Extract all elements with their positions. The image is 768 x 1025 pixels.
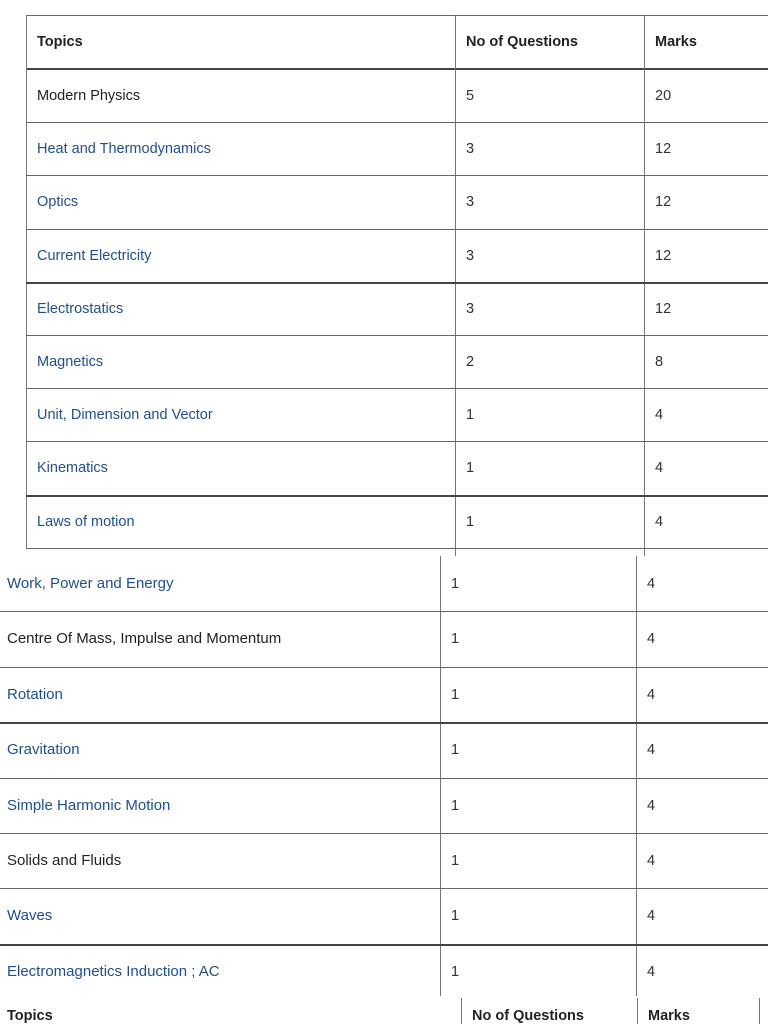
questions-cell: 3 — [466, 141, 475, 158]
top-table-border-top — [26, 15, 768, 16]
questions-cell: 1 — [451, 908, 460, 925]
topic-cell[interactable]: Rotation — [7, 685, 63, 703]
bottom-table — [0, 556, 768, 1000]
marks-cell: 4 — [647, 742, 656, 759]
questions-cell: 1 — [451, 742, 460, 759]
top-table-header-divider — [26, 68, 768, 70]
row-divider — [0, 888, 768, 889]
row-divider — [0, 611, 768, 612]
topic-cell[interactable]: Current Electricity — [37, 247, 152, 264]
questions-cell: 1 — [466, 460, 475, 477]
row-divider — [26, 441, 768, 442]
topic-cell[interactable]: Gravitation — [7, 741, 80, 759]
marks-cell: 4 — [655, 513, 664, 530]
questions-cell: 1 — [451, 576, 460, 592]
marks-cell: 4 — [647, 686, 656, 703]
marks-cell: 12 — [655, 141, 672, 158]
questions-cell: 1 — [451, 853, 460, 869]
marks-cell: 4 — [647, 908, 656, 925]
marks-cell: 12 — [655, 247, 672, 264]
marks-cell: 4 — [647, 797, 656, 814]
topic-cell: Solids and Fluids — [7, 852, 122, 869]
footer-header-marks: Marks — [648, 1008, 690, 1024]
marks-cell: 4 — [647, 963, 656, 980]
footer-header-no-of-questions: No of Questions — [472, 1008, 584, 1024]
repeated-table-header — [0, 996, 768, 1024]
marks-cell: 8 — [655, 354, 664, 370]
row-divider — [0, 944, 768, 946]
questions-cell: 1 — [466, 513, 475, 530]
topic-cell: Centre Of Mass, Impulse and Momentum — [7, 630, 282, 648]
marks-cell: 4 — [655, 460, 664, 477]
questions-cell: 1 — [451, 631, 460, 648]
marks-cell: 4 — [655, 407, 664, 424]
marks-cell: 20 — [655, 88, 672, 104]
row-divider — [26, 229, 768, 230]
row-divider — [26, 175, 768, 176]
questions-cell: 1 — [466, 407, 475, 424]
row-divider — [0, 722, 768, 724]
topic-cell[interactable]: Electrostatics — [37, 300, 124, 317]
top-table-col-divider-1 — [455, 15, 456, 556]
questions-cell: 3 — [466, 194, 475, 211]
topic-cell: Modern Physics — [37, 88, 141, 104]
row-divider — [26, 282, 768, 284]
bottom-table-col-divider-2 — [636, 556, 637, 996]
footer-header-topics: Topics — [7, 1008, 53, 1024]
row-divider — [26, 548, 768, 549]
questions-cell: 3 — [466, 247, 475, 264]
topic-cell[interactable]: Unit, Dimension and Vector — [37, 407, 213, 424]
header-topics: Topics — [37, 34, 83, 50]
topic-cell[interactable]: Magnetics — [37, 354, 104, 370]
top-table-col-divider-2 — [644, 15, 645, 556]
questions-cell: 2 — [466, 354, 475, 370]
marks-cell: 4 — [647, 576, 656, 592]
row-divider — [0, 778, 768, 779]
row-divider — [26, 495, 768, 497]
topic-cell[interactable]: Kinematics — [37, 460, 108, 477]
row-divider — [26, 388, 768, 389]
footer-col-divider-3 — [759, 998, 760, 1024]
topic-cell[interactable]: Optics — [37, 194, 79, 211]
topic-cell[interactable]: Waves — [7, 907, 53, 925]
row-divider — [0, 667, 768, 668]
questions-cell: 5 — [466, 88, 475, 104]
questions-cell: 1 — [451, 797, 460, 814]
topic-cell[interactable]: Laws of motion — [37, 513, 135, 530]
marks-cell: 4 — [647, 853, 656, 869]
questions-cell: 1 — [451, 963, 460, 980]
questions-cell: 3 — [466, 300, 475, 317]
topic-cell[interactable]: Simple Harmonic Motion — [7, 796, 171, 814]
header-no-of-questions: No of Questions — [466, 34, 578, 50]
topic-cell[interactable]: Heat and Thermodynamics — [37, 141, 211, 158]
questions-cell: 1 — [451, 686, 460, 703]
row-divider — [0, 833, 768, 834]
row-divider — [26, 122, 768, 123]
footer-col-divider-2 — [637, 998, 638, 1024]
topic-cell[interactable]: Work, Power and Energy — [7, 575, 174, 592]
header-marks: Marks — [655, 34, 697, 50]
marks-cell: 4 — [647, 631, 656, 648]
bottom-table-col-divider-1 — [440, 556, 441, 996]
marks-cell: 12 — [655, 300, 672, 317]
row-divider — [26, 335, 768, 336]
marks-cell: 12 — [655, 194, 672, 211]
footer-col-divider-1 — [461, 998, 462, 1024]
topic-cell[interactable]: Electromagnetics Induction ; AC — [7, 962, 220, 980]
